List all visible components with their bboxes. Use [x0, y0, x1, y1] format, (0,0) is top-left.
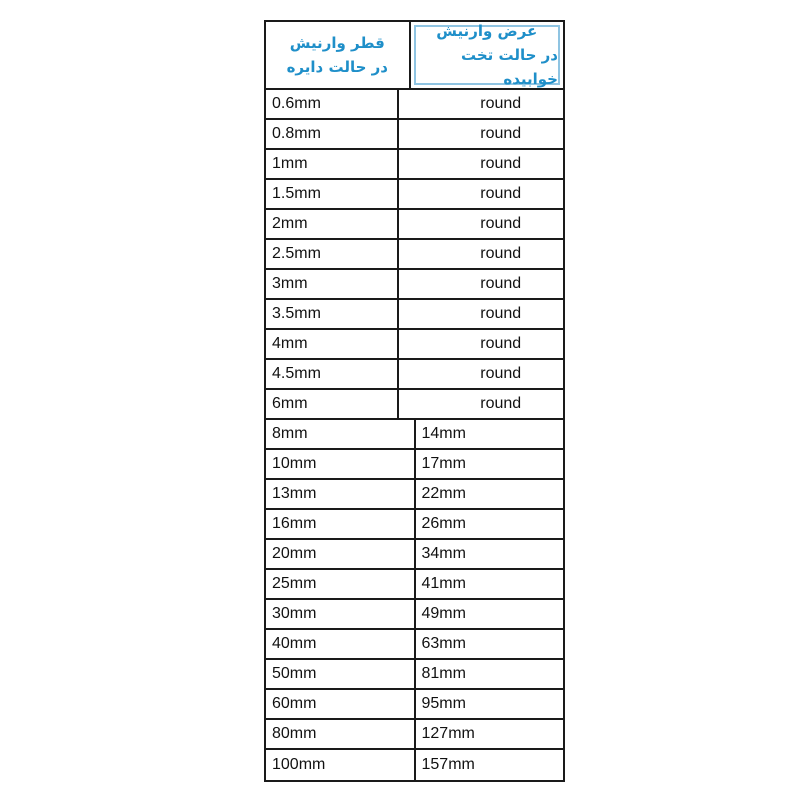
- width-cell: 81mm: [421, 665, 466, 682]
- width-cell: 127mm: [421, 725, 475, 742]
- table-row: [266, 720, 563, 750]
- table-row: [266, 180, 563, 210]
- table-row: [266, 120, 563, 150]
- table-body: [266, 90, 563, 780]
- diameter-cell: 25mm: [266, 570, 416, 598]
- width-cell: round: [480, 305, 522, 322]
- table-row: [266, 420, 563, 450]
- width-cell: round: [480, 365, 522, 382]
- diameter-cell: 13mm: [266, 480, 416, 508]
- width-cell: 63mm: [421, 635, 466, 652]
- width-cell: round: [480, 245, 522, 262]
- diameter-cell: 80mm: [266, 720, 416, 748]
- table-row: [266, 600, 563, 630]
- diameter-cell: 16mm: [266, 510, 416, 538]
- header-diameter: [266, 22, 411, 88]
- diameter-cell: 2.5mm: [266, 240, 399, 268]
- table-row: [266, 690, 563, 720]
- diameter-cell: 2mm: [266, 210, 399, 238]
- diameter-cell: 1.5mm: [266, 180, 399, 208]
- table-row: [266, 150, 563, 180]
- width-cell: 157mm: [421, 756, 475, 773]
- table-row: [266, 210, 563, 240]
- width-cell: round: [480, 335, 522, 352]
- width-cell: round: [480, 275, 522, 292]
- header-diameter-line-2: در حالت دایره: [286, 58, 388, 76]
- header-width-line-1: عرض وارنیش: [436, 22, 538, 40]
- width-cell: 22mm: [421, 485, 466, 502]
- table-row: [266, 750, 563, 780]
- width-cell: 17mm: [421, 455, 466, 472]
- diameter-cell: 60mm: [266, 690, 416, 718]
- diameter-cell: 20mm: [266, 540, 416, 568]
- width-cell: round: [480, 395, 522, 412]
- header-diameter-line-1: قطر وارنیش: [289, 34, 385, 52]
- table-row: [266, 240, 563, 270]
- table-header-row: [266, 22, 563, 90]
- table-row: [266, 300, 563, 330]
- diameter-cell: 4.5mm: [266, 360, 399, 388]
- table-row: [266, 660, 563, 690]
- header-width: [414, 22, 561, 88]
- width-cell: 34mm: [421, 545, 466, 562]
- table-row: [266, 330, 563, 360]
- diameter-cell: 6mm: [266, 390, 399, 418]
- table-row: [266, 270, 563, 300]
- diameter-cell: 3.5mm: [266, 300, 399, 328]
- width-cell: round: [480, 95, 522, 112]
- table-row: [266, 540, 563, 570]
- sizing-table: [264, 20, 565, 782]
- diameter-cell: 40mm: [266, 630, 416, 658]
- table-row: [266, 360, 563, 390]
- width-cell: round: [480, 185, 522, 202]
- table-row: [266, 390, 563, 420]
- header-width-line-2: در حالت تخت خوابیده: [460, 46, 558, 88]
- diameter-cell: 30mm: [266, 600, 416, 628]
- table-row: [266, 510, 563, 540]
- width-cell: round: [480, 125, 522, 142]
- width-cell: 95mm: [421, 695, 466, 712]
- diameter-cell: 10mm: [266, 450, 416, 478]
- table-row: [266, 570, 563, 600]
- width-cell: 14mm: [421, 425, 466, 442]
- table-row: [266, 450, 563, 480]
- diameter-cell: 8mm: [266, 420, 416, 448]
- width-cell: 26mm: [421, 515, 466, 532]
- diameter-cell: 3mm: [266, 270, 399, 298]
- table-row: [266, 630, 563, 660]
- diameter-cell: 100mm: [266, 750, 416, 780]
- width-cell: 49mm: [421, 605, 466, 622]
- diameter-cell: 1mm: [266, 150, 399, 178]
- table-row: [266, 90, 563, 120]
- width-cell: 41mm: [421, 575, 466, 592]
- diameter-cell: 0.6mm: [266, 90, 399, 118]
- diameter-cell: 4mm: [266, 330, 399, 358]
- width-cell: round: [480, 155, 522, 172]
- diameter-cell: 0.8mm: [266, 120, 399, 148]
- table-row: [266, 480, 563, 510]
- diameter-cell: 50mm: [266, 660, 416, 688]
- width-cell: round: [480, 215, 522, 232]
